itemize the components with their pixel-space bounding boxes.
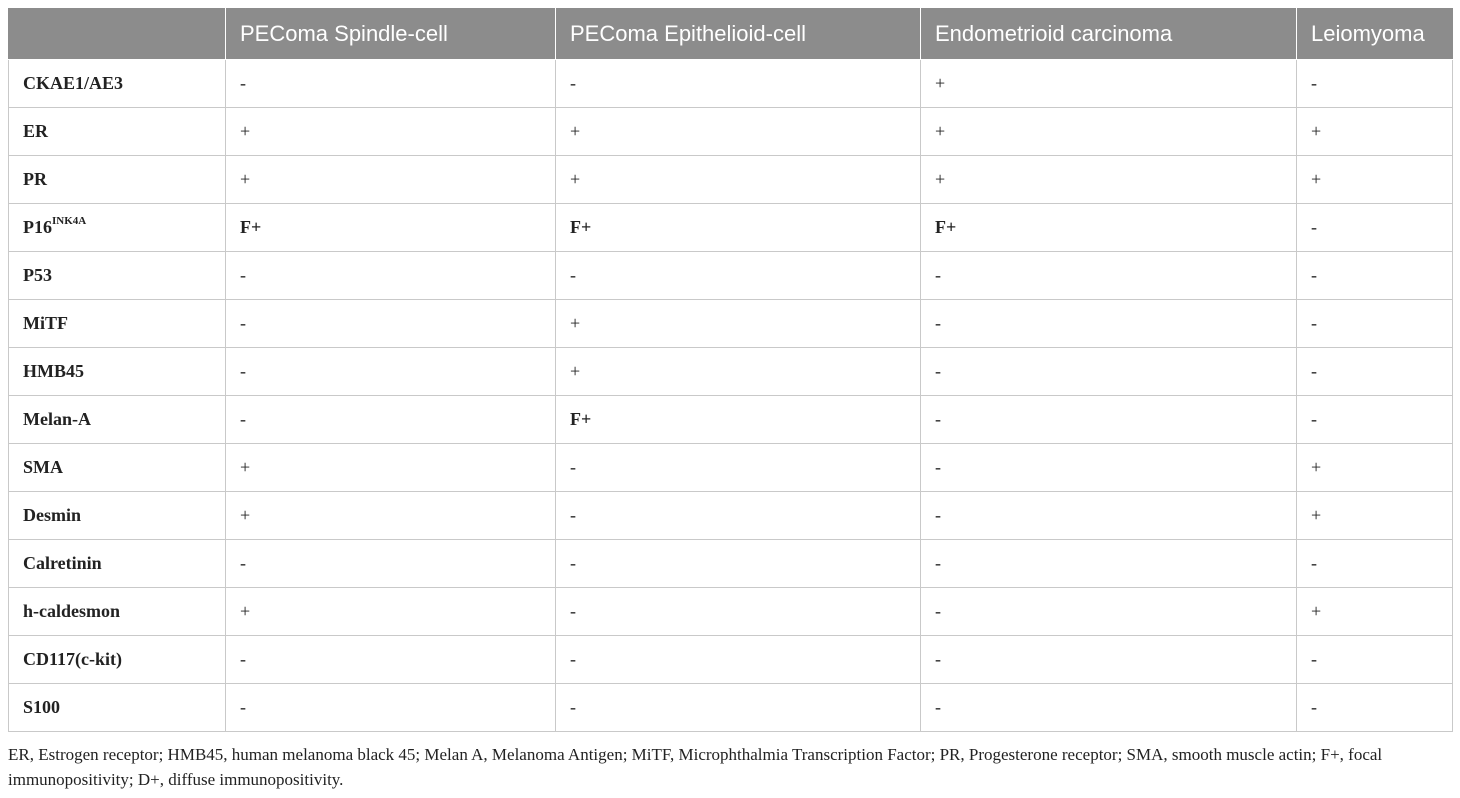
value-cell: -	[226, 636, 556, 684]
ihc-table	[8, 8, 1453, 732]
table-row	[9, 396, 1453, 444]
value-cell: F+	[556, 204, 921, 252]
value-cell: -	[556, 252, 921, 300]
marker-cell	[9, 636, 226, 684]
marker-name: Melan-A	[23, 409, 91, 429]
value-cell: -	[556, 588, 921, 636]
marker-name: Calretinin	[23, 553, 102, 573]
value-cell: +	[1297, 588, 1453, 636]
marker-name: CKAE1/AE3	[23, 73, 124, 93]
marker-cell	[9, 492, 226, 540]
marker-name: MiTF	[23, 313, 68, 333]
marker-cell	[9, 60, 226, 108]
marker-name: SMA	[23, 457, 63, 477]
value-cell: +	[226, 156, 556, 204]
value-cell: +	[921, 108, 1297, 156]
marker-cell	[9, 252, 226, 300]
value-cell: -	[1297, 300, 1453, 348]
marker-cell	[9, 396, 226, 444]
header-row	[9, 9, 1453, 60]
value-cell: -	[921, 300, 1297, 348]
marker-cell	[9, 156, 226, 204]
header-cell-leiomyoma: Leiomyoma	[1297, 9, 1453, 60]
value-cell: -	[556, 636, 921, 684]
value-cell: -	[556, 444, 921, 492]
marker-cell	[9, 588, 226, 636]
table-header	[9, 9, 1453, 60]
table-row	[9, 444, 1453, 492]
value-cell: -	[921, 444, 1297, 492]
value-cell: -	[1297, 684, 1453, 732]
value-cell: -	[921, 252, 1297, 300]
value-cell: -	[226, 396, 556, 444]
value-cell: -	[1297, 540, 1453, 588]
table-row	[9, 204, 1453, 252]
value-cell: -	[1297, 636, 1453, 684]
value-cell: -	[556, 684, 921, 732]
value-cell: -	[226, 540, 556, 588]
value-cell: -	[556, 60, 921, 108]
value-cell: +	[226, 108, 556, 156]
table-row	[9, 588, 1453, 636]
marker-name: PR	[23, 169, 47, 189]
value-cell: +	[226, 588, 556, 636]
table-row	[9, 348, 1453, 396]
table-row	[9, 492, 1453, 540]
value-cell: F+	[226, 204, 556, 252]
header-cell-pecoma-epithelioid: PEComa Epithelioid-cell	[556, 9, 921, 60]
header-cell-endometrioid: Endometrioid carcinoma	[921, 9, 1297, 60]
value-cell: -	[1297, 204, 1453, 252]
value-cell: +	[226, 444, 556, 492]
value-cell: +	[556, 300, 921, 348]
table-row	[9, 108, 1453, 156]
value-cell: -	[1297, 60, 1453, 108]
marker-superscript: INK4A	[52, 215, 87, 227]
table-row	[9, 636, 1453, 684]
table-row	[9, 252, 1453, 300]
marker-cell	[9, 204, 226, 252]
value-cell: F+	[921, 204, 1297, 252]
value-cell: -	[921, 348, 1297, 396]
marker-name: h-caldesmon	[23, 601, 121, 621]
value-cell: -	[556, 540, 921, 588]
value-cell: -	[226, 684, 556, 732]
marker-name: CD117(c-kit)	[23, 649, 122, 669]
marker-name: S100	[23, 697, 61, 717]
table-row	[9, 156, 1453, 204]
table-row	[9, 684, 1453, 732]
marker-cell	[9, 540, 226, 588]
value-cell: +	[556, 156, 921, 204]
table-footnote: ER, Estrogen receptor; HMB45, human melanoma black 45; Melan A, Melanoma Antigen; MiTF, Microphthalmia Transcription Factor; PR, Progesterone receptor; SMA, smooth muscle actin; F+, focal immunopositivity; D+, diffuse immunopositivity.	[8, 745, 1383, 789]
value-cell: +	[1297, 156, 1453, 204]
value-cell: +	[1297, 108, 1453, 156]
marker-name: ER	[23, 121, 49, 141]
value-cell: -	[226, 348, 556, 396]
marker-cell	[9, 300, 226, 348]
header-cell-pecoma-spindle: PEComa Spindle-cell	[226, 9, 556, 60]
value-cell: -	[921, 540, 1297, 588]
value-cell: -	[556, 492, 921, 540]
value-cell: +	[1297, 492, 1453, 540]
value-cell: -	[921, 684, 1297, 732]
value-cell: -	[921, 396, 1297, 444]
table-row	[9, 540, 1453, 588]
value-cell: -	[921, 492, 1297, 540]
value-cell: +	[1297, 444, 1453, 492]
value-cell: -	[226, 60, 556, 108]
table-body	[9, 60, 1453, 732]
value-cell: -	[921, 636, 1297, 684]
marker-name: HMB45	[23, 361, 84, 381]
marker-cell	[9, 348, 226, 396]
marker-cell	[9, 444, 226, 492]
header-cell-marker	[9, 9, 226, 60]
table-row	[9, 60, 1453, 108]
value-cell: F+	[556, 396, 921, 444]
marker-name: Desmin	[23, 505, 81, 525]
value-cell: -	[921, 588, 1297, 636]
value-cell: +	[556, 348, 921, 396]
table-row	[9, 300, 1453, 348]
marker-cell	[9, 108, 226, 156]
marker-name: P53	[23, 265, 52, 285]
value-cell: +	[226, 492, 556, 540]
value-cell: -	[1297, 396, 1453, 444]
marker-name: P16	[23, 217, 52, 237]
ihc-table-container	[8, 8, 1452, 732]
marker-cell	[9, 684, 226, 732]
value-cell: -	[1297, 348, 1453, 396]
value-cell: +	[556, 108, 921, 156]
value-cell: +	[921, 60, 1297, 108]
value-cell: +	[921, 156, 1297, 204]
value-cell: -	[226, 252, 556, 300]
value-cell: -	[1297, 252, 1453, 300]
value-cell: -	[226, 300, 556, 348]
